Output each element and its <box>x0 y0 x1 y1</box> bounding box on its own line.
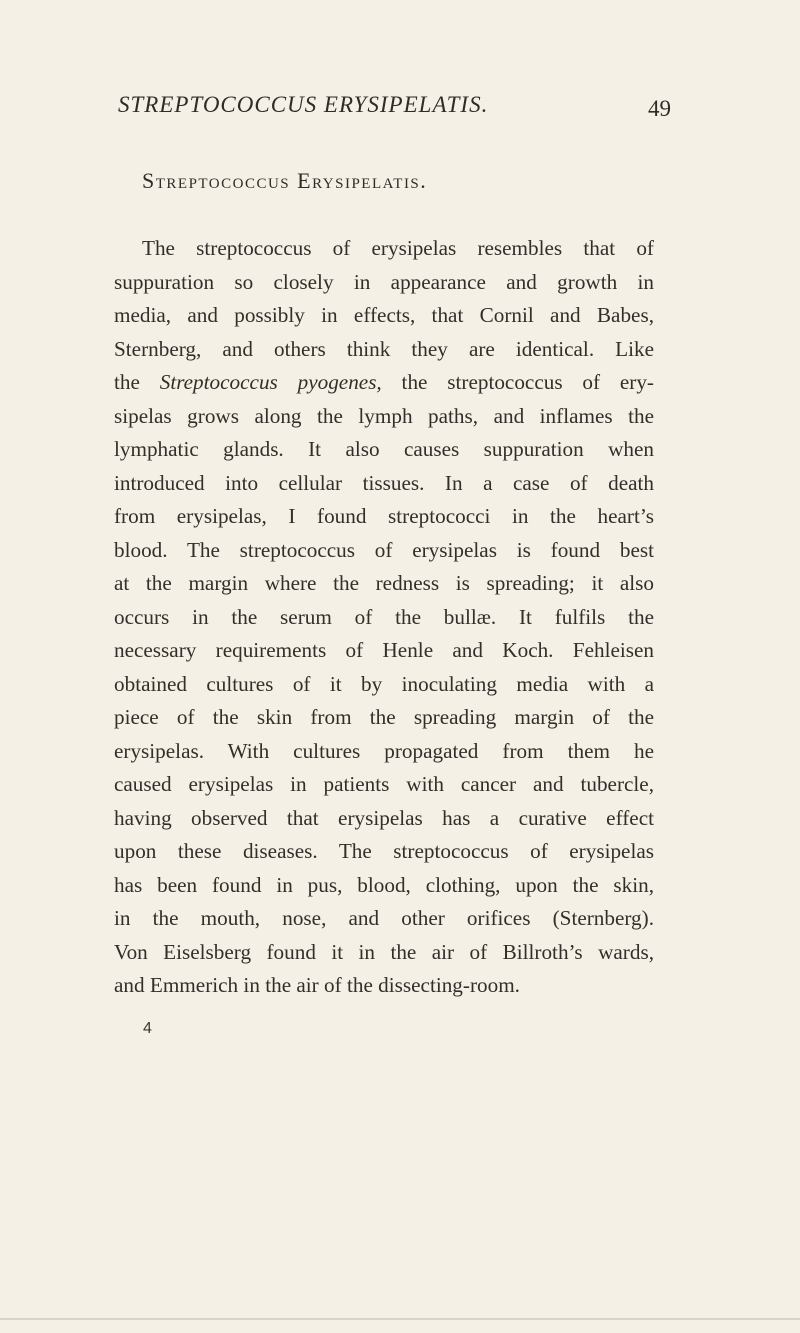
paragraph-line: Sternberg, and others think they are identical. Like <box>114 336 654 361</box>
paragraph-line: suppuration so closely in appearance and growth in <box>114 269 654 294</box>
line-text-pre: the <box>114 370 160 394</box>
paragraph-line: Von Eiselsberg found it in the air of Billroth’s wards, <box>114 939 654 964</box>
paragraph-line: erysipelas. With cultures propagated from them he <box>114 738 654 763</box>
italic-species-name: Streptococcus pyogenes, <box>159 370 382 394</box>
paragraph-line: at the margin where the redness is spreading; it also <box>114 571 654 595</box>
line-text-post: the streptococcus of ery- <box>381 370 654 394</box>
page-edge-divider <box>0 1318 800 1320</box>
paragraph-line: piece of the skin from the spreading margin of the <box>114 705 654 729</box>
paragraph-line-with-italic <box>114 366 654 400</box>
paragraph-line: The streptococcus of erysipelas resembles that of <box>142 236 654 260</box>
running-head: STREPTOCOCCUS ERYSIPELATIS. <box>118 92 489 117</box>
paragraph-line: in the mouth, nose, and other orifices (Sternberg). <box>114 906 654 930</box>
paragraph-line: sipelas grows along the lymph paths, and inflames the <box>114 403 654 428</box>
signature-mark: 4 <box>143 1020 152 1037</box>
paragraph-line: blood. The streptococcus of erysipelas is found best <box>114 537 654 562</box>
paragraph-line: occurs in the serum of the bullæ. It fulfils the <box>114 604 654 629</box>
page-number: 49 <box>648 96 671 121</box>
paragraph-line: obtained cultures of it by inoculating media with a <box>114 671 654 696</box>
paragraph-line-last: and Emmerich in the air of the dissecting-room. <box>114 973 520 997</box>
paragraph-line: having observed that erysipelas has a curative effect <box>114 805 654 830</box>
paragraph-line: upon these diseases. The streptococcus of erysipelas <box>114 839 654 863</box>
body-paragraph <box>114 232 654 1003</box>
paragraph-line: from erysipelas, I found streptococci in the heart’s <box>114 504 654 528</box>
paragraph-line: media, and possibly in effects, that Cornil and Babes, <box>114 303 654 327</box>
paragraph-line: necessary requirements of Henle and Koch. Fehleisen <box>114 638 654 662</box>
section-heading: Streptococcus Erysipelatis. <box>142 168 428 193</box>
paragraph-line: has been found in pus, blood, clothing, upon the skin, <box>114 872 654 897</box>
paragraph-line: lymphatic glands. It also causes suppuration when <box>114 437 654 461</box>
paragraph-line: caused erysipelas in patients with cancer and tubercle, <box>114 772 654 796</box>
paragraph-line: introduced into cellular tissues. In a case of death <box>114 470 654 495</box>
